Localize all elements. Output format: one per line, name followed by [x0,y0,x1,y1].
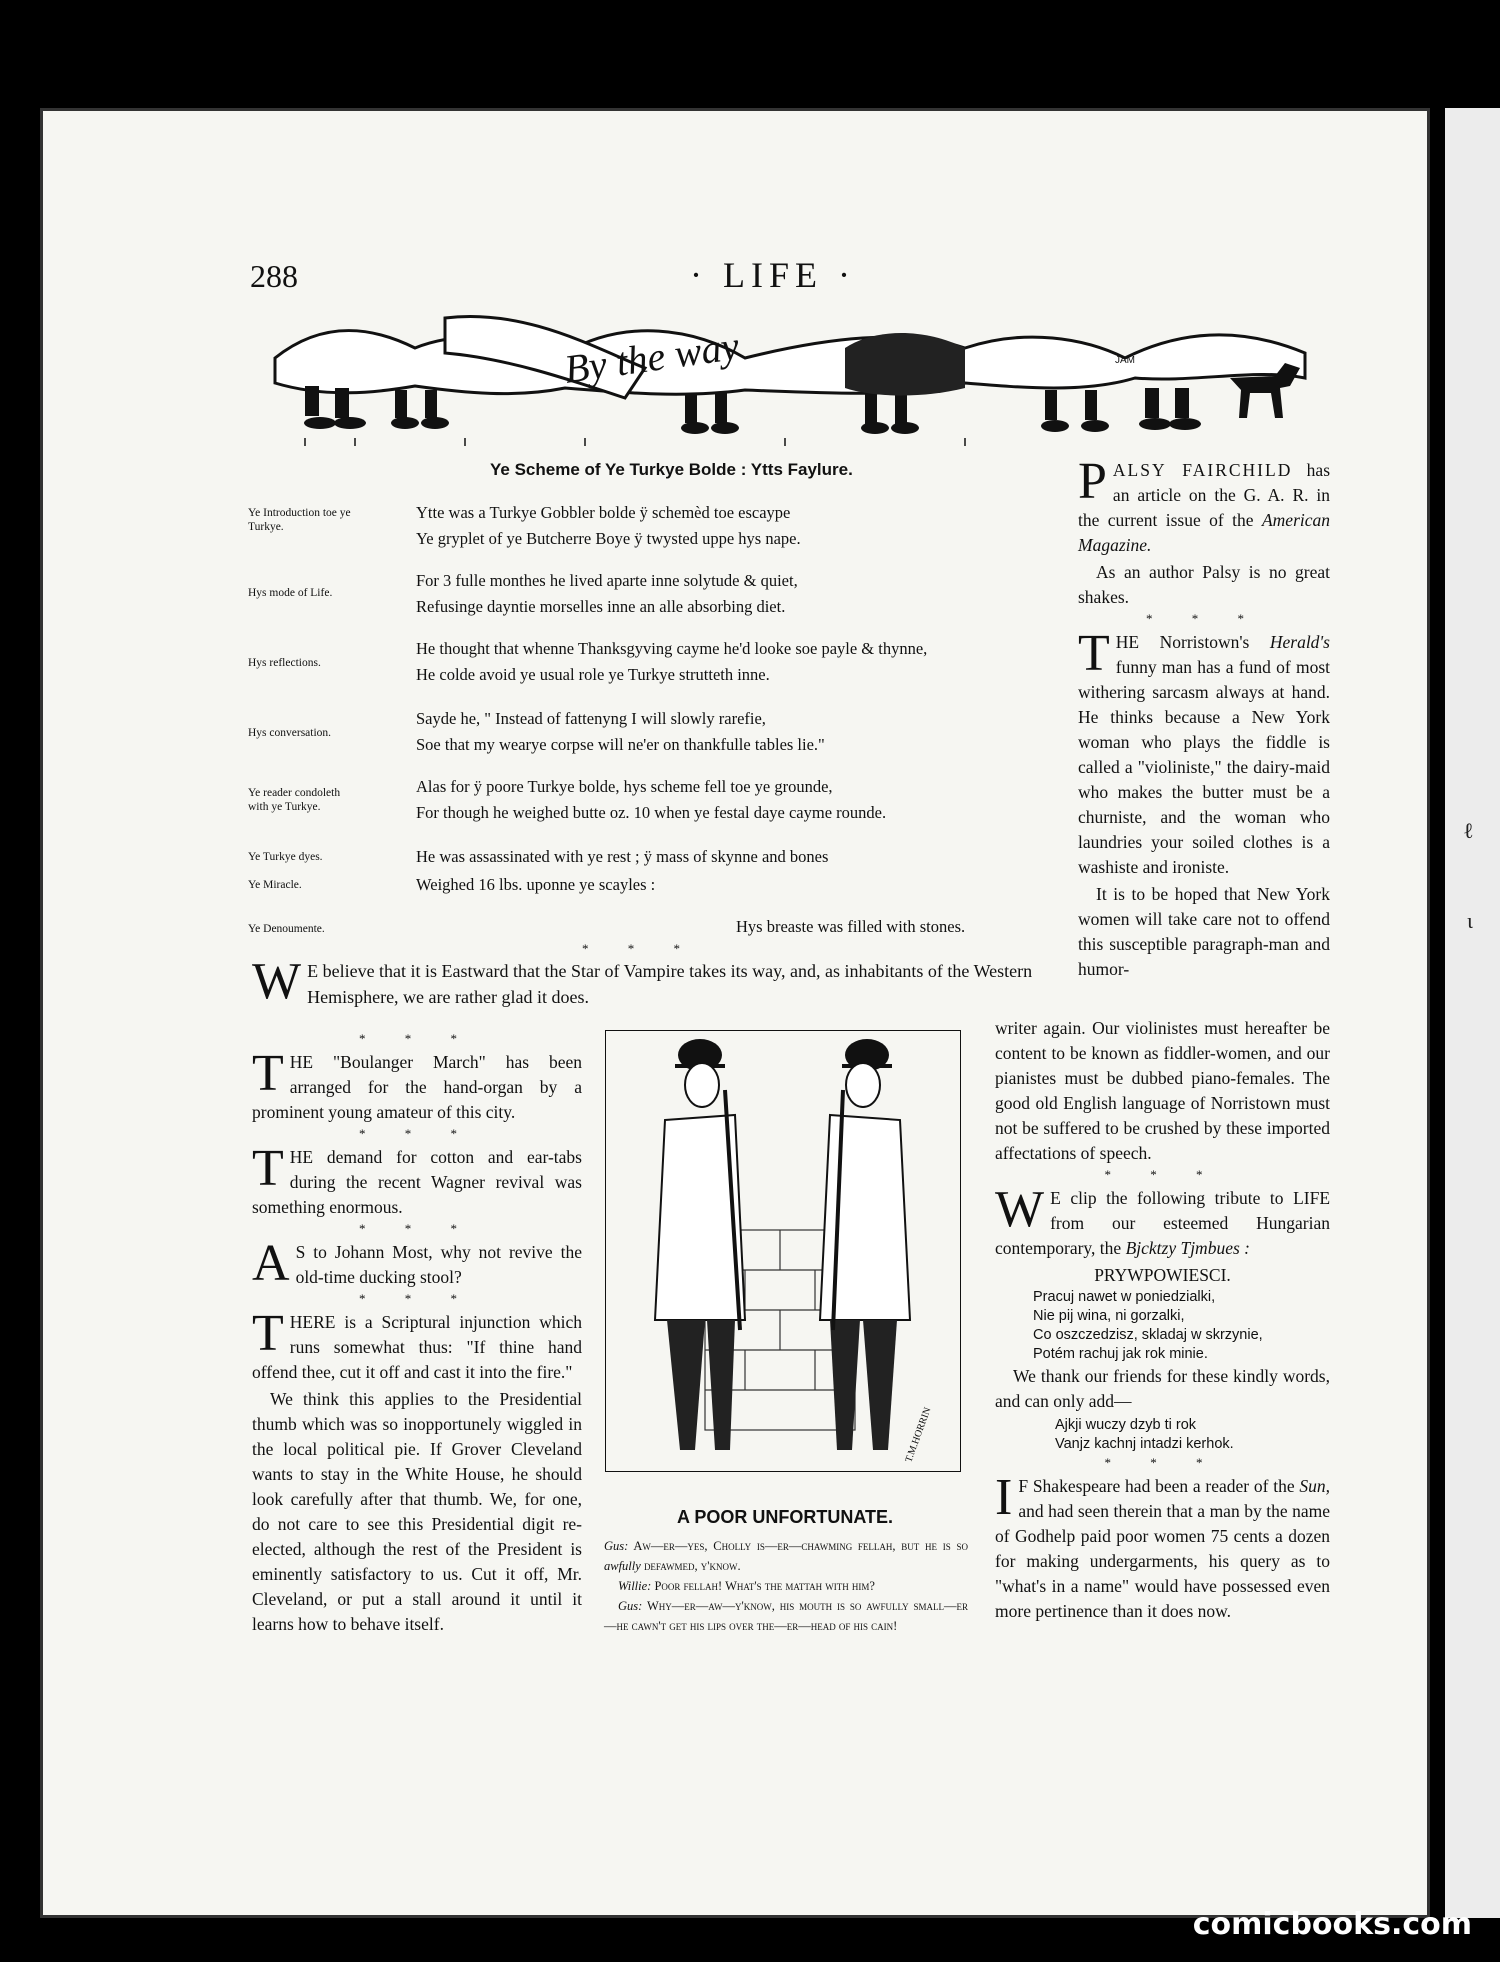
poem-side-note: Ye Miracle. [248,879,302,891]
poem-side-note: Hys reflections. [248,657,321,669]
section-divider: * * * [582,941,698,956]
vampire-paragraph: W E believe that it is Eastward that the Star of Vampire takes its way, and, as inhabitants of the Western Hemisphere, we are rather glad it does. [252,953,1033,1010]
poem-title: Ye Scheme of Ye Turkye Bolde : Ytts Faylure. [490,460,853,479]
poem-side-note: Ye Introduction toe ye Turkye. [248,507,351,533]
adjacent-page-edge: ℓ ɩ [1445,108,1500,1918]
poem-side-note: Ye Denoumente. [248,923,325,935]
masthead: · LIFE · [690,255,856,295]
banner-signature: JAM [1115,355,1135,366]
poem-side-note: Hys mode of Life. [248,587,333,599]
right-column-top: PALSY FAIRCHILD has an article on the G. A. R. in the current issue of the American Magazine. As an author Palsy is no great shakes. * * * THE Norristown's Herald's funny man has a fund of most withering sarcasm always at hand. He thinks because a New York woman who plays the fiddle is called a "violiniste," the dairy-maid who makes the butter must be a churniste, and the woman who laundries your soiled clothes is a washiste and ironiste. It is to be hoped that New York women will take care not to offend this susceptible paragraph-man and humor- [1078,453,1331,979]
paragraph: THE "Boulanger March" has been arranged for the hand-organ by a prominent young amateur of this city. [252,1045,582,1122]
left-column: * * * THE "Boulanger March" has been arranged for the hand-organ by a prominent young amateur of this city. * * * THE demand for cotton and ear-tabs during the recent Wagner revival was something enormous. * * * A S to Johann Most, why not revive the old-time ducking stool? * * * THERE is a Scriptural injunction which runs somewhat thus: "If thine hand offend thee, cut it off and cast it into the fire." We think this applies to the Presidential thumb which was so inopportunely wiggled in the local political pie. If Grover Cleveland wants to stay in the White House, he should look carefully after that thumb. We, for one, do not care to see this Presidential digit re-elected, although the rest of the President is eminently satisfactory to us. Cut it off, Mr. Cleveland, or put a stall around it until it learns how to behave itself. [252,1030,582,1639]
artist-signature: T.M.HORRIN [903,1405,934,1464]
paragraph: A S to Johann Most, why not revive the old-time ducking stool? [252,1235,582,1292]
poem-side-note: Hys conversation. [248,727,332,739]
norristown-paragraph: THE Norristown's Herald's funny man has a fund of most withering sarcasm always at hand. He thinks because a New York woman who plays the fiddle is called a "violiniste," the dairy-maid who makes the butter must be a churniste, and the woman who laundries your soiled clothes is a washiste and ironiste. [1078,625,1330,877]
paragraph: We think this applies to the Presidential thumb which was so inopportunely wiggled in the local political pie. If Grover Cleveland wants to stay in the White House, he should look carefully after that thumb. We, for one, do not care to see this Presidential digit re-elected, although the rest of the President is eminently satisfactory to us. Cut it off, Mr. Cleveland, or put a stall around it until it learns how to behave itself. [252,1389,582,1634]
poem-side-note: Ye Turkye dyes. [248,851,323,863]
cartoon-title: A POOR UNFORTUNATE. [677,1507,893,1527]
foreign-poem-title: PRYWPOWIESCI. [1094,1265,1231,1285]
right-column-bottom: writer again. Our violinistes must hereafter be content to be known as fiddler-women, and our pianistes must be dubbed piano-females. The good old English language of Norristown must not be suffered to be crushed by these imported affectations of speech. * * * W E clip the following tribute to LIFE from our esteemed Hungarian contemporary, the Bjcktzy Tjmbues : PRYWPOWIESCI. Pracuj nawet w poniedzialki, Nie pij wina, ni gorzalki, Co oszczedzisz, skladaj w skrzynie, Potém rachuj jak rok minie. We thank our friends for these kindly words, and can only add— Ajkji wuczy dzyb ti rok Vanjz kachnj intadzi kerhok. * * * I F Shakespeare had been a reader of the Sun, and had seen therein that a man by the name of Godhelp paid poor women 75 cents a dozen for making undergarments, his query as to "what's in a name" would have possessed even more pertinence than it does now. [995,1016,1330,1626]
cartoon-illustration [605,1030,961,1472]
hungarian-paragraph: W E clip the following tribute to LIFE from our esteemed Hungarian contemporary, the Bjcktzy Tjmbues : [995,1181,1331,1258]
watermark: comicbooks.com [1192,1907,1472,1942]
by-the-way-banner [265,298,1325,448]
reply-verse: Ajkji wuczy dzyb ti rok Vanjz kachnj intadzi kerhok. [1055,1417,1234,1452]
shakespeare-paragraph: I F Shakespeare had been a reader of the Sun, and had seen therein that a man by the name of Godhelp paid poor women 75 cents a dozen for making undergarments, his query as to "what's in a name" would have possessed even more pertinence than it does now. [995,1469,1330,1621]
paragraph: THERE is a Scriptural injunction which runs somewhat thus: "If thine hand offend thee, cut it off and cast it into the fire." [252,1305,582,1382]
foreign-poem: Pracuj nawet w poniedzialki, Nie pij wina, ni gorzalki, Co oszczedzisz, skladaj w skrzynie, Potém rachuj jak rok minie. [1033,1289,1263,1362]
poem-side-note: Ye reader condoleth with ye Turkye. [248,787,341,813]
palsy-paragraph: PALSY FAIRCHILD has an article on the G. A. R. in the current issue of the American Magazine. [1078,453,1331,555]
paragraph: THE demand for cotton and ear-tabs during the recent Wagner revival was something enormous. [252,1140,582,1217]
page-number: 288 [250,258,298,294]
cartoon-dialogue: Gus: Aw—er—yes, Cholly is—er—chawming fellah, but he is so awfully defawmed, y'know. Willie: Poor fellah! What's the mattah with him? Gus: Why—er—aw—y'know, his mouth is so awfully small—er—he cawn't get his lips over the—er—head of his cain! [604,1539,969,1633]
banner-title: By the way [561,322,742,392]
